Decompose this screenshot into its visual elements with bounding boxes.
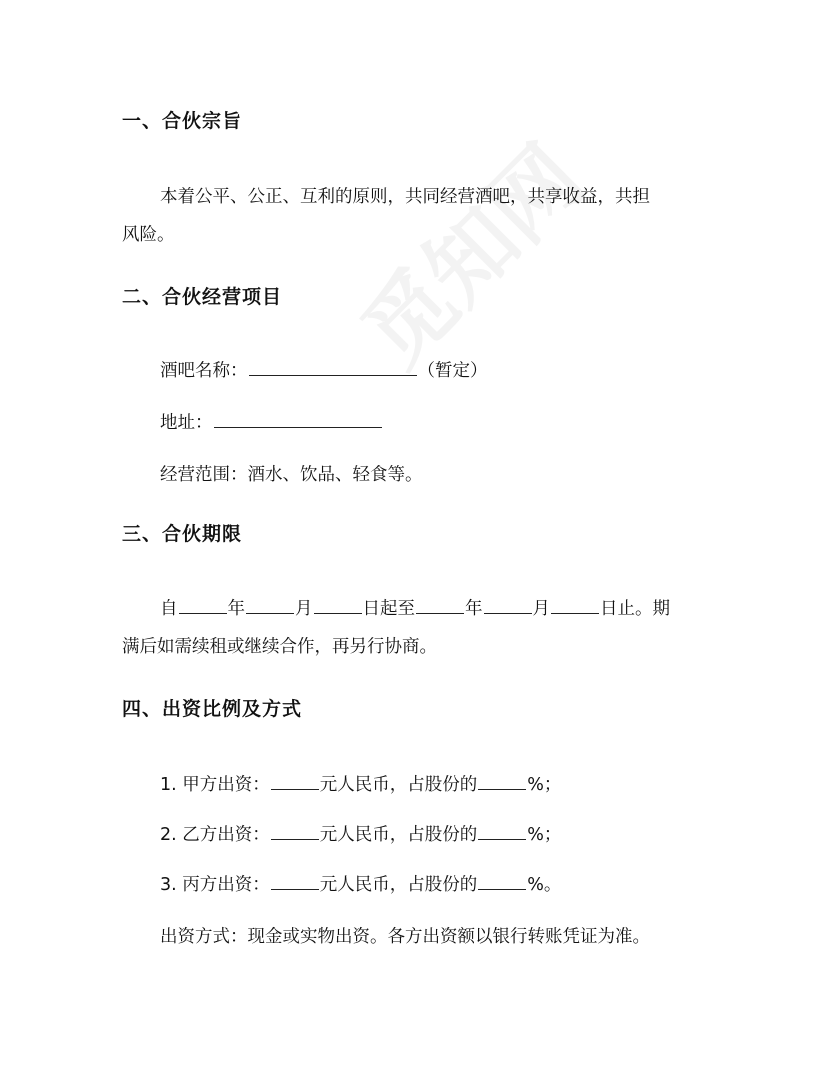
end-month-blank[interactable] (484, 594, 532, 614)
share-blank[interactable] (478, 770, 526, 790)
term-month-label: 月 (295, 599, 313, 619)
start-day-blank[interactable] (314, 594, 362, 614)
term-end-day-label: 日止。期 (600, 599, 670, 619)
section-heading-purpose: 一、合伙宗旨 (122, 110, 243, 132)
capital-item-mid: 元人民币，占股份的 (319, 825, 478, 845)
capital-item (160, 866, 561, 904)
address-line (160, 404, 383, 442)
term-line2: 满后如需续租或继续合作，再另行协商。 (122, 637, 437, 657)
term-end-month-label: 月 (532, 599, 550, 619)
capital-method: 出资方式：现金或实物出资。各方出资额以银行转账凭证为准。 (160, 927, 650, 947)
end-day-blank[interactable] (551, 594, 599, 614)
start-year-blank[interactable] (179, 594, 227, 614)
purpose-text-line1: 本着公平、公正、互利的原则，共同经营酒吧，共享收益，共担 (160, 187, 650, 207)
bar-name-line (160, 352, 488, 390)
section-heading-capital: 四、出资比例及方式 (122, 698, 303, 720)
term-from: 自 (160, 599, 178, 619)
term-day-label: 日起至 (362, 599, 415, 619)
capital-item-label: 1. 甲方出资： (160, 775, 270, 795)
amount-blank[interactable] (271, 820, 319, 840)
capital-item-end: %； (527, 825, 562, 845)
amount-blank[interactable] (271, 770, 319, 790)
business-scope: 经营范围：酒水、饮品、轻食等。 (160, 465, 423, 485)
share-blank[interactable] (478, 870, 526, 890)
end-year-blank[interactable] (416, 594, 464, 614)
capital-item-end: %； (527, 775, 562, 795)
term-year-label: 年 (227, 599, 245, 619)
capital-item-mid: 元人民币，占股份的 (319, 875, 478, 895)
capital-item-label: 3. 丙方出资： (160, 875, 270, 895)
address-blank[interactable] (214, 408, 382, 428)
capital-item (160, 766, 561, 804)
purpose-text-line2: 风险。 (122, 225, 175, 245)
capital-item-label: 2. 乙方出资： (160, 825, 270, 845)
amount-blank[interactable] (271, 870, 319, 890)
section-heading-business: 二、合伙经营项目 (122, 286, 283, 308)
term-end-year-label: 年 (465, 599, 483, 619)
bar-name-label: 酒吧名称： (160, 361, 248, 381)
capital-item (160, 816, 561, 854)
bar-name-blank[interactable] (249, 356, 417, 376)
watermark (330, 113, 606, 389)
term-line1 (160, 590, 670, 628)
bar-name-note: （暂定） (417, 361, 488, 381)
start-month-blank[interactable] (246, 594, 294, 614)
share-blank[interactable] (478, 820, 526, 840)
section-heading-term: 三、合伙期限 (122, 523, 243, 545)
capital-item-mid: 元人民币，占股份的 (319, 775, 478, 795)
capital-item-end: %。 (527, 875, 562, 895)
address-label: 地址： (160, 413, 213, 433)
